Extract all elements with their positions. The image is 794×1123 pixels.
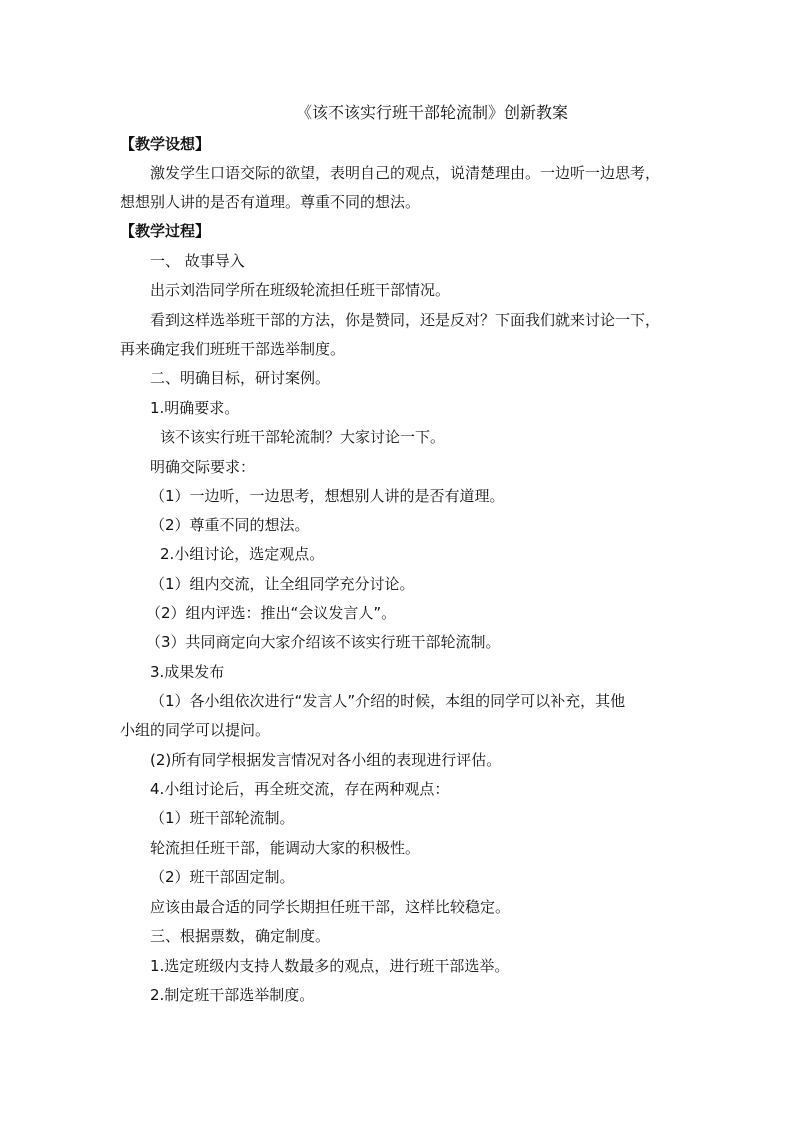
- list-item: 2.制定班干部选举制度。: [150, 986, 315, 1004]
- list-item: （2）尊重不同的想法。: [150, 516, 310, 534]
- list-item: （1）一边听，一边思考，想想别人讲的是否有道理。: [150, 487, 505, 505]
- paragraph-line: 想想别人讲的是否有道理。尊重不同的想法。: [120, 193, 421, 211]
- list-item: （3）共同商定向大家介绍该不该实行班干部轮流制。: [146, 633, 501, 651]
- list-item: （1）组内交流，让全组同学充分讨论。: [150, 575, 415, 593]
- paragraph-line: 再来确定我们班班干部选举制度。: [120, 340, 346, 358]
- paragraph-line: 激发学生口语交际的欲望，表明自己的观点，说清楚理由。一边听一边思考，: [150, 164, 661, 182]
- paragraph-line: 轮流担任班干部，能调动大家的积极性。: [150, 839, 421, 857]
- paragraph-line: （1）各小组依次进行“发言人”介绍的时候，本组的同学可以补充，其他: [150, 692, 626, 710]
- section-heading: 一、 故事导入: [150, 252, 245, 270]
- paragraph-line: 小组的同学可以提问。: [120, 721, 271, 739]
- paragraph-line: 看到这样选举班干部的方法，你是赞同，还是反对？下面我们就来讨论一下，: [150, 311, 661, 329]
- list-item: 1.选定班级内支持人数最多的观点，进行班干部选举。: [150, 957, 510, 975]
- list-item: 3.成果发布: [150, 663, 225, 681]
- list-item: 2.小组讨论，选定观点。: [160, 545, 325, 563]
- section-heading: 三、根据票数，确定制度。: [150, 927, 331, 945]
- list-item: 1.明确要求。: [150, 399, 240, 417]
- process-heading: 【教学过程】: [120, 222, 211, 240]
- paragraph-line: 明确交际要求：: [150, 458, 256, 476]
- paragraph-line: 出示刘浩同学所在班级轮流担任班干部情况。: [150, 281, 451, 299]
- list-item: （2）班干部固定制。: [150, 868, 295, 886]
- list-item: （2）组内评选：推出“会议发言人”。: [146, 604, 397, 622]
- list-item: （1）班干部轮流制。: [150, 809, 295, 827]
- section-heading: 二、明确目标，研讨案例。: [150, 369, 331, 387]
- design-heading: 【教学设想】: [120, 135, 211, 153]
- list-item: (2)所有同学根据发言情况对各小组的表现进行评估。: [150, 751, 502, 769]
- list-item: 4.小组讨论后，再全班交流，存在两种观点：: [150, 780, 450, 798]
- page-title: 《该不该实行班干部轮流制》创新教案: [296, 103, 569, 122]
- paragraph-line: 该不该实行班干部轮流制？大家讨论一下。: [160, 428, 446, 446]
- paragraph-line: 应该由最合适的同学长期担任班干部，这样比较稳定。: [150, 898, 511, 916]
